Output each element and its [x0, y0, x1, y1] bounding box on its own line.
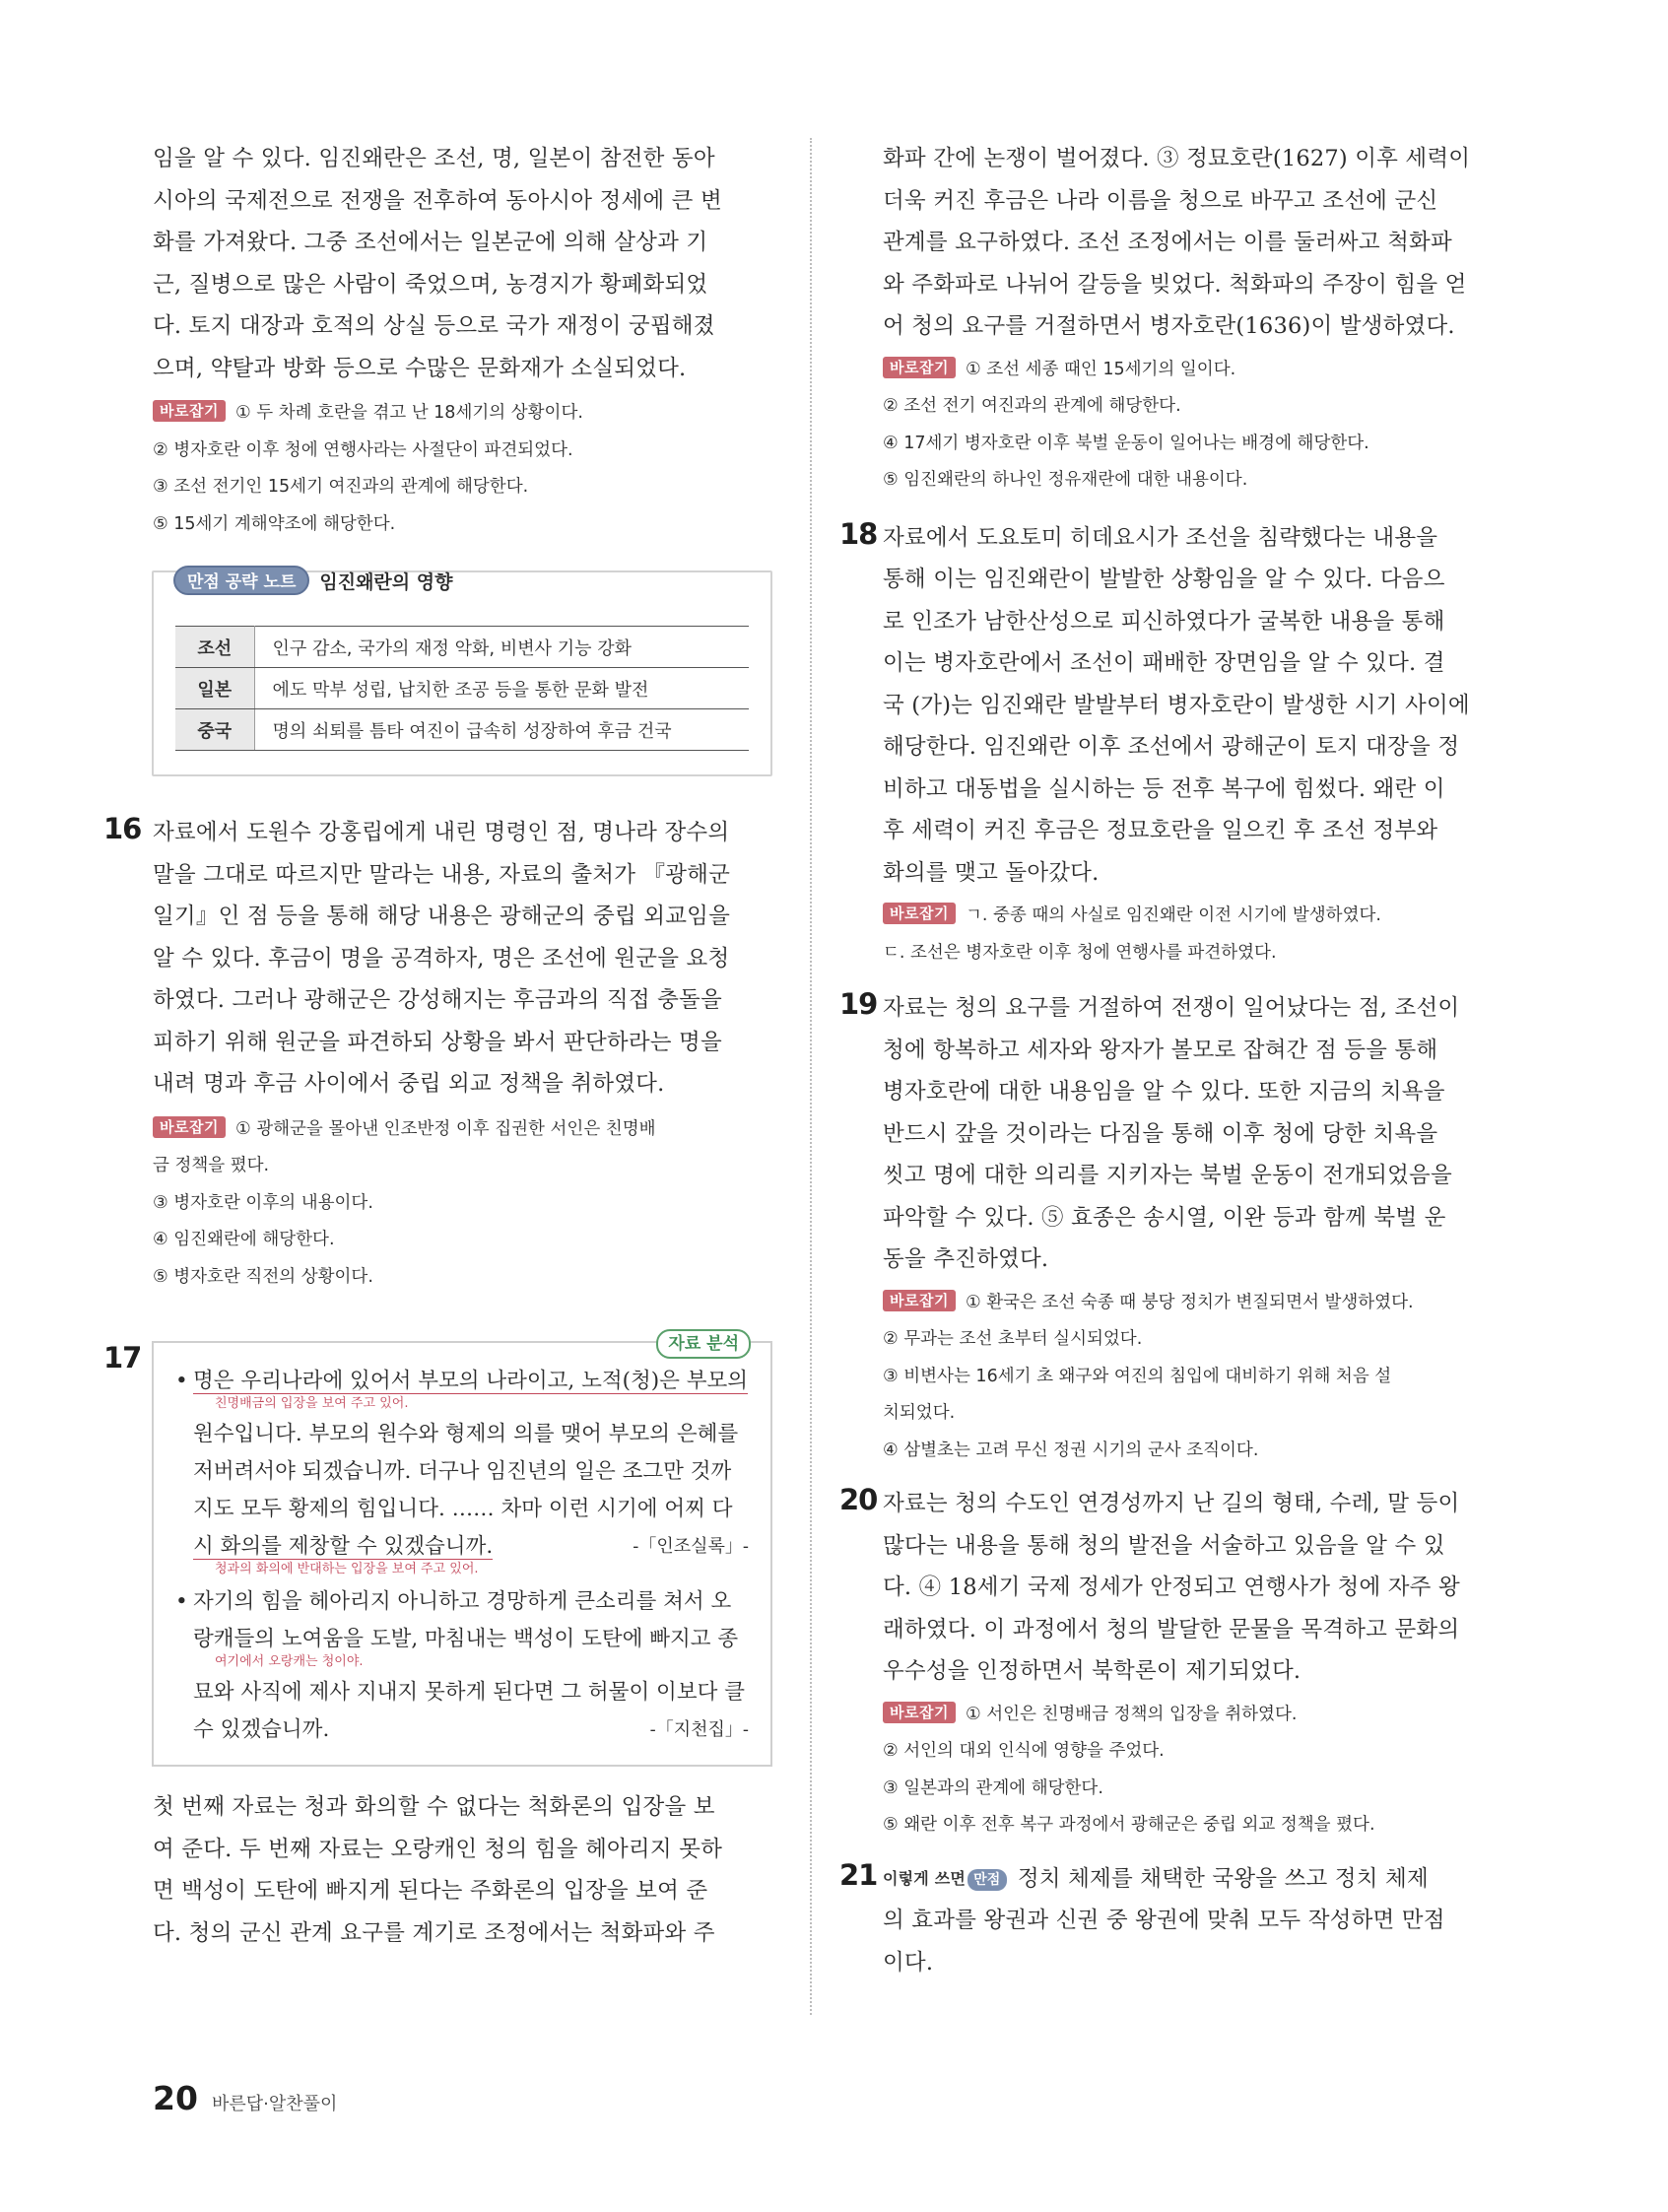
footer-label: 바른답·알찬풀이 — [211, 2094, 338, 2114]
correction-line: ① 조선 세종 때인 15세기의 일이다. — [965, 359, 1236, 379]
question-19 — [839, 987, 1474, 1469]
question-18-corrections — [883, 898, 1474, 972]
note-badge: 만점 공략 노트 — [173, 566, 309, 595]
text-line: 피하기 위해 원군을 파견하되 상황을 봐서 판단하라는 명을 — [153, 1029, 722, 1055]
correction-line: ⑤ 병자호란 직전의 상황이다. — [153, 1266, 373, 1287]
table-row — [175, 668, 749, 709]
question-19-corrections — [883, 1285, 1474, 1470]
correction-line: ② 서인의 대외 인식에 영향을 주었다. — [883, 1741, 1165, 1761]
text-line: 말을 그대로 따르지만 말라는 내용, 자료의 출처가 『광해군 — [153, 861, 731, 888]
correction-line: ⑤ 왜란 이후 전후 복구 과정에서 광해군은 중립 외교 정책을 폈다. — [883, 1815, 1375, 1835]
correction-line: ③ 일본과의 관계에 해당한다. — [883, 1777, 1103, 1798]
question-number: 18 — [839, 516, 878, 551]
text-line: 화의를 맺고 돌아갔다. — [883, 859, 1100, 886]
text-line: 국 (가)는 임진왜란 발발부터 병자호란이 발생한 시기 사이에 — [883, 692, 1470, 718]
right-column — [839, 138, 1474, 1983]
text-line: 화를 가져왔다. 그중 조선에서는 일본군에 의해 살상과 기 — [153, 230, 708, 255]
question-number: 19 — [839, 987, 878, 1021]
correct-tag: 바로잡기 — [883, 903, 956, 924]
correction-line: ① 광해군을 몰아낸 인조반정 이후 집권한 서인은 친명배 — [234, 1118, 656, 1139]
text-line: 자료에서 도원수 강홍립에게 내린 명령인 점, 명나라 장수의 — [153, 820, 730, 845]
source-text: 랑캐들의 노여움을 도발, 마침내는 백성이 도탄에 빠지고 종 — [193, 1627, 739, 1651]
text-line: 씻고 명에 대한 의리를 지키자는 북벌 운동이 전개되었음을 — [883, 1163, 1452, 1188]
text-line: 통해 이는 임진왜란이 발발한 상황임을 알 수 있다. 다음으 — [883, 567, 1445, 592]
note-box — [152, 570, 772, 776]
source-text: 명은 우리나라에 있어서 부모의 나라이고, 노적(청)은 부모의 — [193, 1369, 749, 1393]
correction-line: ① 서인은 친명배금 정책의 입장을 취하였다. — [965, 1704, 1298, 1724]
source-item-1: • 명은 우리나라에 있어서 부모의 나라이고, 노적(청)은 부모의 친명배금의 입장을 보여 주고 있어. 원수입니다. 부모의 원수와 형제의 의를 맺어 부모의 은혜를 저버려서야 되겠습니까. 더구나 임진년의 일은 조그만 것까 지도 모두 황제의 힘입니다. …… 차마 이런 시기에 어찌 다 시 화의를 제창할 수 있겠습니까. -「인조실록」- 청과의 화의에 반대하는 입장을 보여 주고 있어. — [175, 1363, 749, 1579]
page-footer — [153, 2079, 337, 2117]
text-line: 로 인조가 남한산성으로 피신하였다가 굴복한 내용을 통해 — [883, 608, 1445, 635]
text-line: 래하였다. 이 과정에서 청의 발달한 문물을 목격하고 문화의 — [883, 1616, 1460, 1642]
correction-line: ② 무과는 조선 초부터 실시되었다. — [883, 1329, 1143, 1349]
text-line: 관계를 요구하였다. 조선 조정에서는 이를 둘러싸고 척화파 — [883, 230, 1452, 255]
question-20-corrections — [883, 1697, 1474, 1844]
correct-tag: 바로잡기 — [883, 1290, 956, 1311]
text-line: 와 주화파로 나뉘어 갈등을 빚었다. 척화파의 주장이 힘을 얻 — [883, 271, 1467, 298]
question-16 — [103, 812, 771, 1296]
table-row — [175, 627, 749, 668]
table-key: 일본 — [175, 668, 254, 709]
question-17 — [103, 1334, 771, 1954]
text-line: 우수성을 인정하면서 북학론이 제기되었다. — [883, 1658, 1301, 1684]
table-key: 중국 — [175, 709, 254, 751]
text-line: 파악할 수 있다. ⑤ 효종은 송시열, 이완 등과 함께 북벌 운 — [883, 1204, 1446, 1231]
note-heading: 임진왜란의 영향 — [319, 570, 453, 593]
text-line: 내려 명과 후금 사이에서 중립 외교 정책을 취하였다. — [153, 1071, 665, 1097]
source-text: 지도 모두 황제의 힘입니다. …… 차마 이런 시기에 어찌 다 — [193, 1497, 733, 1521]
page-number: 20 — [153, 2079, 198, 2117]
source-text: 원수입니다. 부모의 원수와 형제의 의를 맺어 부모의 은혜를 — [193, 1422, 739, 1446]
question-20-body — [883, 1483, 1474, 1693]
column-divider — [810, 138, 812, 2015]
source-text: 묘와 사직에 제사 지내지 못하게 된다면 그 허물이 이보다 클 — [193, 1680, 745, 1705]
question-number: 20 — [839, 1483, 878, 1516]
table-key: 조선 — [175, 627, 254, 668]
text-line: 화파 간에 논쟁이 벌어졌다. ③ 정묘호란(1627) 이후 세력이 — [883, 146, 1471, 171]
text-line: 알 수 있다. 후금이 명을 공격하자, 명은 조선에 원군을 요청 — [153, 945, 730, 972]
annotation: 여기에서 오랑캐는 청이야. — [215, 1654, 364, 1669]
text-line: 이는 병자호란에서 조선이 패배한 장면임을 알 수 있다. 결 — [883, 650, 1445, 676]
question-number: 16 — [103, 812, 142, 845]
text-line: 여 준다. 두 번째 자료는 오랑캐인 청의 힘을 헤아리지 못하 — [153, 1836, 723, 1862]
correction-line: ㄷ. 조선은 병자호란 이후 청에 연행사를 파견하였다. — [883, 942, 1277, 963]
left-intro-corrections — [153, 395, 771, 543]
text-line: 동을 추진하였다. — [883, 1246, 1049, 1272]
text-line: 다. 토지 대장과 호적의 상실 등으로 국가 재정이 궁핍해졌 — [153, 313, 715, 339]
text-line: 다. ④ 18세기 국제 정세가 안정되고 연행사가 청에 자주 왕 — [883, 1575, 1460, 1600]
correct-tag: 바로잡기 — [883, 357, 956, 378]
text-line: 다. 청의 군신 관계 요구를 계기로 조정에서는 척화파와 주 — [153, 1919, 715, 1946]
source-analysis-label: 자료 분석 — [656, 1329, 751, 1359]
text-line: 이다. — [883, 1949, 934, 1976]
source-text: 수 있겠습니까. — [193, 1717, 330, 1742]
correction-line: ③ 병자호란 이후의 내용이다. — [153, 1192, 373, 1213]
text-line: 정치 체제를 채택한 국왕을 쓰고 정치 체제 — [1017, 1865, 1429, 1892]
text-line: 근, 질병으로 많은 사람이 죽었으며, 농경지가 황폐화되었 — [153, 271, 708, 298]
right-intro — [883, 138, 1474, 348]
right-intro-corrections — [883, 352, 1474, 500]
text-line: 시아의 국제전으로 전쟁을 전후하여 동아시아 정세에 큰 변 — [153, 187, 722, 214]
source-text: 시 화의를 제창할 수 있겠습니까. — [193, 1534, 494, 1559]
text-line: 비하고 대동법을 실시하는 등 전후 복구에 힘썼다. 왜란 이 — [883, 775, 1445, 802]
text-line: 자료는 청의 수도인 연경성까지 난 길의 형태, 수레, 말 등이 — [883, 1491, 1460, 1516]
correction-line: ④ 임진왜란에 해당한다. — [153, 1230, 335, 1249]
correction-line: 금 정책을 폈다. — [153, 1156, 270, 1175]
text-line: 하였다. 그러나 광해군은 강성해지는 후금과의 직접 충돌을 — [153, 987, 722, 1013]
note-table — [175, 626, 749, 751]
correction-line: ① 환국은 조선 숙종 때 붕당 정치가 변질되면서 발생하였다. — [965, 1292, 1414, 1312]
source-text: 저버려서야 되겠습니까. 더구나 임진년의 일은 조그만 것까 — [193, 1459, 732, 1484]
annotation: 청과의 화의에 반대하는 입장을 보여 주고 있어. — [215, 1562, 479, 1576]
question-16-body — [153, 812, 771, 1106]
note-title — [173, 565, 452, 596]
howto-label: 이렇게 쓰면 만점 — [883, 1858, 1007, 1901]
correct-tag: 바로잡기 — [153, 1116, 226, 1138]
text-line: 어 청의 요구를 거절하면서 병자호란(1636)이 발생하였다. — [883, 313, 1455, 339]
text-line: 청에 항복하고 세자와 왕자가 볼모로 잡혀간 점 등을 통해 — [883, 1037, 1438, 1063]
question-20 — [839, 1483, 1474, 1844]
question-18-body — [883, 517, 1474, 895]
question-number: 21 — [839, 1857, 878, 1892]
source-box — [152, 1334, 772, 1767]
text-line: 일기』인 점 등을 통해 해당 내용은 광해군의 중립 외교임을 — [153, 904, 731, 929]
left-intro — [153, 138, 771, 389]
correction-line: ③ 조선 전기인 15세기 여진과의 관계에 해당한다. — [153, 477, 529, 497]
correction-line: ㄱ. 중종 때의 사실로 임진왜란 이전 시기에 발생하였다. — [965, 905, 1381, 925]
correct-tag: 바로잡기 — [883, 1702, 956, 1723]
text-line: 후 세력이 커진 후금은 정묘호란을 일으킨 후 조선 정부와 — [883, 818, 1438, 843]
text-line: 의 효과를 왕권과 신권 중 왕권에 맞춰 모두 작성하면 만점 — [883, 1908, 1445, 1933]
question-21 — [839, 1858, 1474, 1984]
table-row — [175, 709, 749, 751]
text-line: 병자호란에 대한 내용임을 알 수 있다. 또한 지금의 치욕을 — [883, 1079, 1445, 1105]
text-line: 자료는 청의 요구를 거절하여 전쟁이 일어났다는 점, 조선이 — [883, 995, 1460, 1021]
question-19-body — [883, 987, 1474, 1281]
question-18 — [839, 517, 1474, 972]
correction-line: ④ 17세기 병자호란 이후 북벌 운동이 일어나는 배경에 해당한다. — [883, 433, 1369, 453]
source-item-2: • 자기의 힘을 헤아리지 아니하고 경망하게 큰소리를 쳐서 오 랑캐들의 노여움을 도발, 마침내는 백성이 도탄에 빠지고 종 여기에서 오랑캐는 청이야. 묘와 사직에 제사 지내지 못하게 된다면 그 허물이 이보다 클 수 있겠습니까. -「지천집」- — [175, 1583, 749, 1749]
question-16-corrections — [153, 1111, 771, 1297]
howto-badge: 만점 — [967, 1869, 1006, 1891]
left-column — [103, 138, 771, 1954]
correction-line: 치되었다. — [883, 1403, 956, 1423]
correction-line: ⑤ 임진왜란의 하나인 정유재란에 대한 내용이다. — [883, 470, 1248, 490]
text-line: 임을 알 수 있다. 임진왜란은 조선, 명, 일본이 참전한 동아 — [153, 146, 715, 171]
correction-line: ① 두 차례 호란을 겪고 난 18세기의 상황이다. — [234, 403, 583, 423]
text-line: 면 백성이 도탄에 빠지게 된다는 주화론의 입장을 보여 준 — [153, 1878, 708, 1904]
text-line: 해당한다. 임진왜란 이후 조선에서 광해군이 토지 대장을 정 — [883, 734, 1460, 760]
source-text: 자기의 힘을 헤아리지 아니하고 경망하게 큰소리를 쳐서 오 — [193, 1589, 732, 1614]
text-line: 더욱 커진 후금은 나라 이름을 청으로 바꾸고 조선에 군신 — [883, 187, 1438, 214]
question-17-body — [153, 1786, 771, 1954]
correction-line: ④ 삼별초는 고려 무신 정권 시기의 군사 조직이다. — [883, 1440, 1259, 1460]
table-value: 명의 쇠퇴를 틈타 여진이 급속히 성장하여 후금 건국 — [254, 709, 749, 751]
table-value: 인구 감소, 국가의 재정 악화, 비변사 기능 강화 — [254, 627, 749, 668]
table-value: 에도 막부 성립, 납치한 조공 등을 통한 문화 발전 — [254, 668, 749, 709]
text-line: 반드시 갚을 것이라는 다짐을 통해 이후 청에 당한 치욕을 — [883, 1120, 1438, 1147]
source-citation: -「인조실록」- — [633, 1536, 749, 1557]
annotation: 친명배금의 입장을 보여 주고 있어. — [215, 1396, 409, 1411]
correction-line: ⑤ 15세기 계해약조에 해당한다. — [153, 513, 396, 534]
correct-tag: 바로잡기 — [153, 400, 226, 422]
correction-line: ② 병자호란 이후 청에 연행사라는 사절단이 파견되었다. — [153, 439, 573, 460]
correction-line: ③ 비변사는 16세기 초 왜구와 여진의 침입에 대비하기 위해 처음 설 — [883, 1366, 1392, 1386]
text-line: 첫 번째 자료는 청과 화의할 수 없다는 척화론의 입장을 보 — [153, 1794, 715, 1820]
text-line: 많다는 내용을 통해 청의 발전을 서술하고 있음을 알 수 있 — [883, 1532, 1445, 1559]
text-line: 으며, 약탈과 방화 등으로 수많은 문화재가 소실되었다. — [153, 355, 687, 381]
question-21-body — [883, 1858, 1474, 1984]
correction-line: ② 조선 전기 여진과의 관계에 해당한다. — [883, 396, 1181, 416]
text-line: 자료에서 도요토미 히데요시가 조선을 침략했다는 내용을 — [883, 524, 1438, 551]
question-number: 17 — [103, 1341, 142, 1374]
source-citation: -「지천집」- — [649, 1719, 749, 1740]
